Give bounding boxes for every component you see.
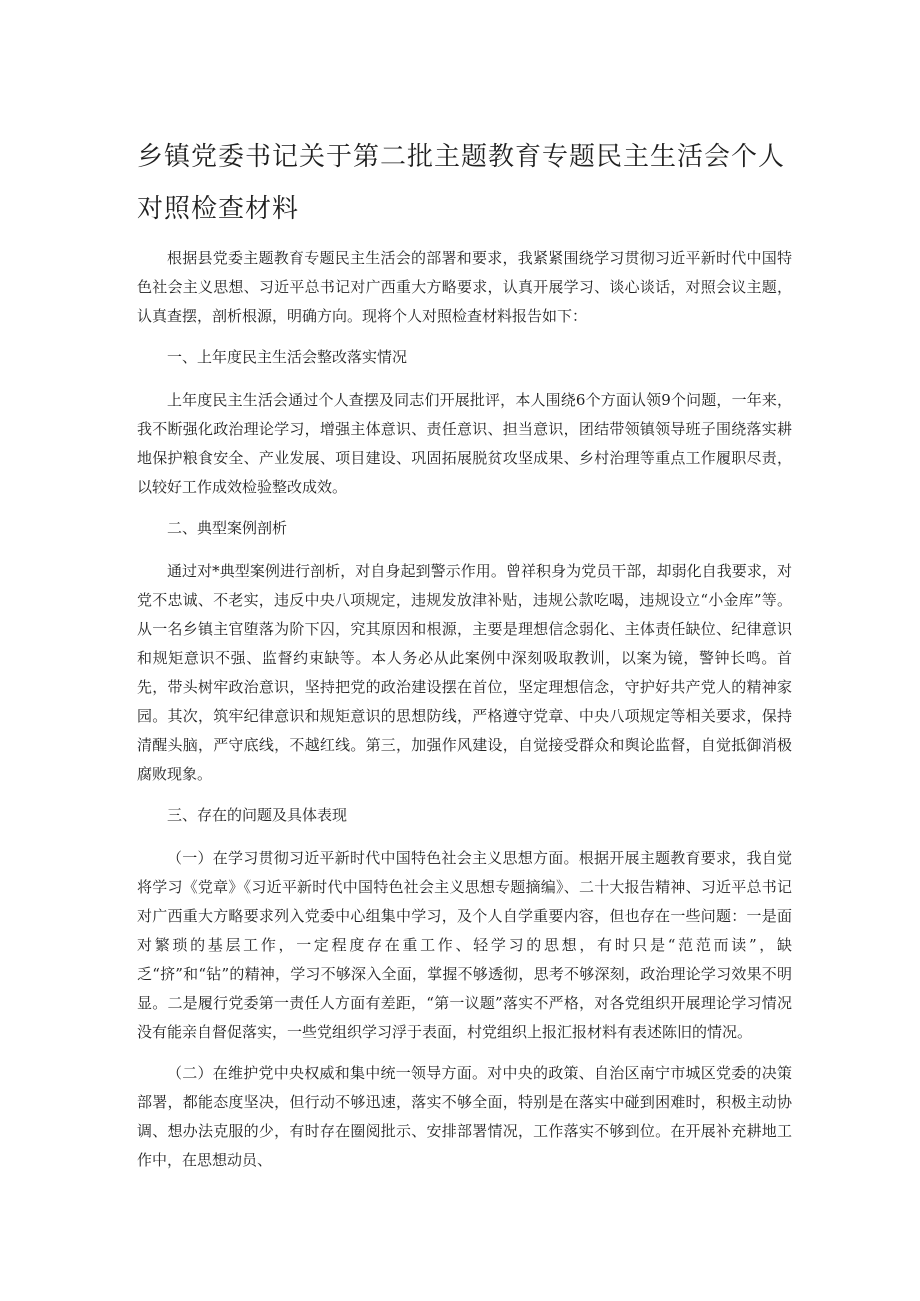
document-body — [137, 244, 792, 1175]
section-paragraph: 通过对*典型案例进行剖析，对自身起到警示作用。曾祥积身为党员干部，却弱化自我要求，对党不忠诚、不老实，违反中央八项规定，违规发放津补贴，违规公款吃喝，违规设立“小金库”等。从一名乡镇主官堕落为阶下囚，究其原因和根源，主要是理想信念弱化、主体责任缺位、纪律意识和规矩意识不强、监督约束缺等。本人务必从此案例中深刻吸取教训，以案为镜，警钟长鸣。首先，带头树牢政治意识，坚持把党的政治建设摆在首位，坚定理想信念，守护好共产党人的精神家园。其次，筑牢纪律意识和规矩意识的思想防线，严格遵守党章、中央八项规定等相关要求，保持清醒头脑，严守底线，不越红线。第三，加强作风建设，自觉接受群众和舆论监督，自觉抵御消极腐败现象。 — [137, 562, 792, 783]
intro-paragraph: 根据县党委主题教育专题民主生活会的部署和要求，我紧紧围绕学习贯彻习近平新时代中国特色社会主义思想、习近平总书记对广西重大方略要求，认真开展学习、谈心谈话，对照会议主题，认真查摆，剖析根源，明确方向。现将个人对照检查材料报告如下： — [137, 249, 792, 325]
document-title: 乡镇党委书记关于第二批主题教育专题民主生活会个人对照检查材料 — [137, 142, 786, 224]
section-heading: 一、上年度民主生活会整改落实情况 — [167, 348, 408, 366]
section-heading: 三、存在的问题及具体表现 — [167, 806, 348, 824]
section-paragraph: 上年度民主生活会通过个人查摆及同志们开展批评，本人围绕6个方面认领9个问题，一年来，我不断强化政治理论学习，增强主体意识、责任意识、担当意识，团结带领镇领导班子围绕落实耕地保护粮食安全、产业发展、项目建设、巩固拓展脱贫攻坚成果、乡村治理等重点工作履职尽责，以较好工作成效检验整改成效。 — [137, 391, 792, 496]
section-paragraph: （二）在维护党中央权威和集中统一领导方面。对中央的政策、自治区南宁市城区党委的决策部署，都能态度坚决，但行动不够迅速，落实不够全面，特别是在落实中碰到困难时，积极主动协调、想办法克服的少，有时存在圈阅批示、安排部署情况，工作落实不够到位。在开展补充耕地工作中，在思想动员、 — [137, 1064, 792, 1169]
section-heading: 二、典型案例剖析 — [167, 519, 288, 537]
section-paragraph: （一）在学习贯彻习近平新时代中国特色社会主义思想方面。根据开展主题教育要求，我自觉将学习《党章》《习近平新时代中国特色社会主义思想专题摘编》、二十大报告精神、习近平总书记对广西重大方略要求列入党委中心组集中学习，及个人自学重要内容，但也存在一些问题：一是面对繁琐的基层工作，一定程度存在重工作、轻学习的思想，有时只是“范范而读”，缺乏“挤”和“钻”的精神，学习不够深入全面，掌握不够透彻，思考不够深刻，政治理论学习效果不明显。二是履行党委第一责任人方面有差距，“第一议题”落实不严格，对各党组织开展理论学习情况没有能亲自督促落实，一些党组织学习浮于表面，村党组织上报汇报材料有表述陈旧的情况。 — [137, 849, 792, 1041]
